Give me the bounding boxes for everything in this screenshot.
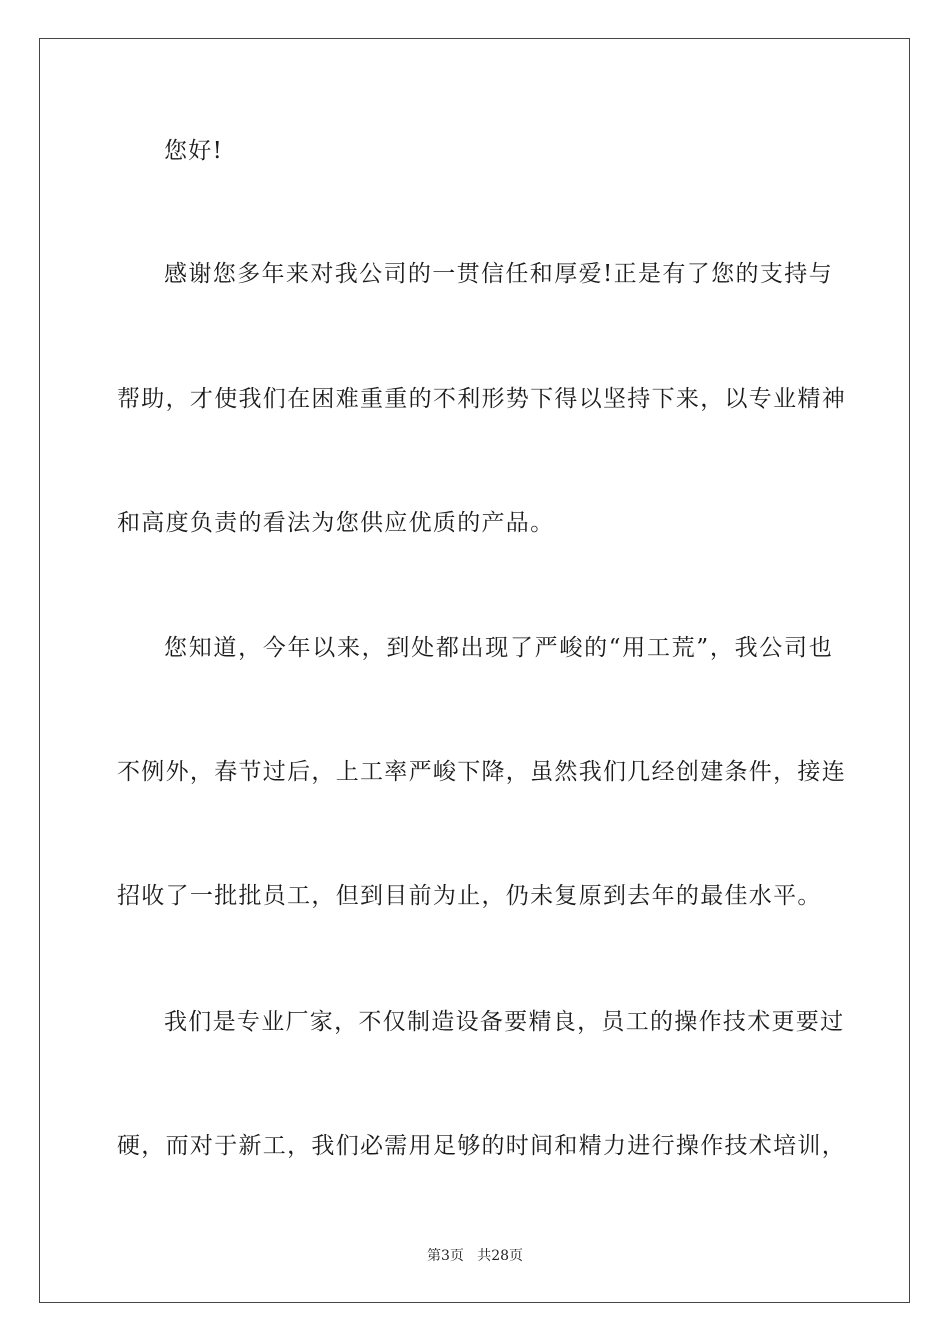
paragraph-2-line-1: 您知道，今年以来，到处都出现了严峻的“用工荒”，我公司也 bbox=[164, 635, 833, 661]
greeting-line: 您好! bbox=[164, 138, 224, 164]
paragraph-1-line-3: 和高度负责的看法为您供应优质的产品。 bbox=[117, 510, 555, 536]
page-number-footer: 第3页 共28页 bbox=[426, 1248, 524, 1264]
paragraph-2-line-3: 招收了一批批员工，但到目前为止，仍未复原到去年的最佳水平。 bbox=[117, 883, 822, 909]
page-border bbox=[39, 38, 910, 1303]
paragraph-3-line-1: 我们是专业厂家，不仅制造设备要精良，员工的操作技术更要过 bbox=[164, 1009, 845, 1035]
paragraph-2-line-2: 不例外，春节过后，上工率严峻下降，虽然我们几经创建条件，接连 bbox=[117, 759, 846, 785]
paragraph-3-line-2: 硬，而对于新工，我们必需用足够的时间和精力进行操作技术培训， bbox=[117, 1133, 846, 1159]
paragraph-1-line-2: 帮助，才使我们在困难重重的不利形势下得以坚持下来，以专业精神 bbox=[117, 386, 846, 412]
paragraph-1-line-1: 感谢您多年来对我公司的一贯信任和厚爱!正是有了您的支持与 bbox=[164, 261, 833, 287]
